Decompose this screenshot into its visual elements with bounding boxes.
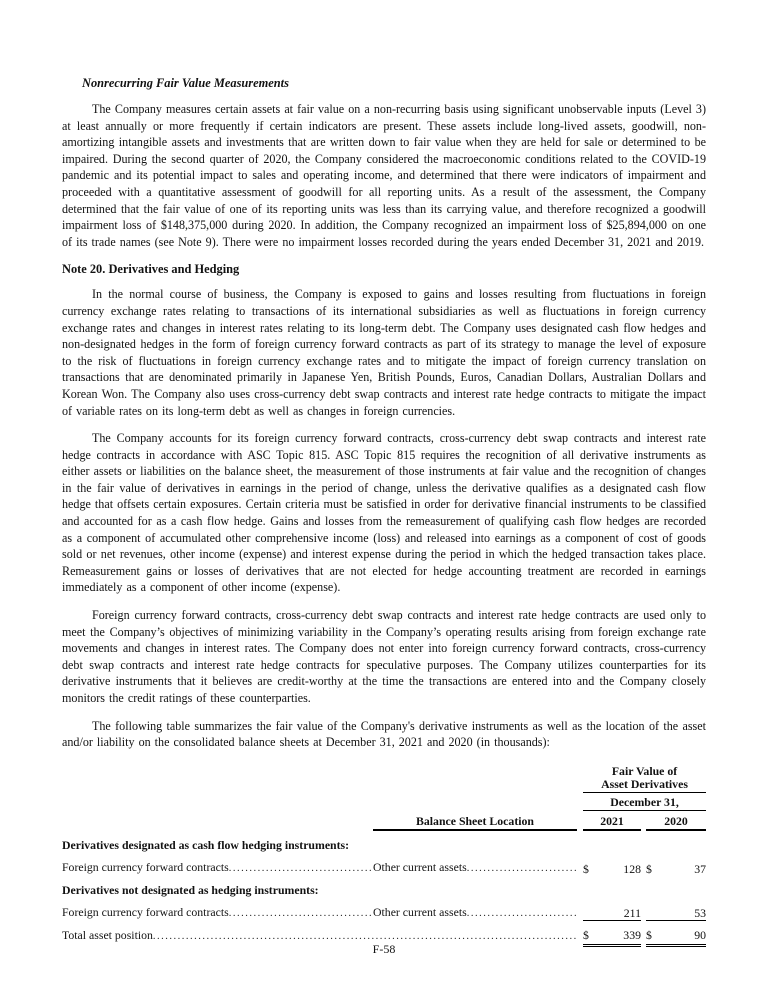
page-number: F-58: [372, 942, 396, 956]
group-header-line1: Fair Value of: [611, 764, 678, 778]
balance-sheet-location: Other current assets: [373, 859, 467, 874]
paragraph-hedge-objectives: Foreign currency forward contracts, cross-currency debt swap contracts and interest rate hedge contracts are used only to meet the Company’s objectives of minimizing variability in the Company’s operating results arising from foreign exchange rate movements and changes in interest rates. The Company does not enter into foreign currency forward contracts, cross-currency debt swap contracts and interest rate hedge contracts for speculative purposes. The Company utilizes counterparties for its derivative instruments that it believes are credit-worthy at the time the transactions are entered into and the Company closely monitors the credit ratings of these counterparties.: [62, 608, 706, 705]
value-2021: 211: [597, 897, 641, 921]
paragraph-nonrecurring-fair-value: The Company measures certain assets at fair value on a non-recurring basis using significant unobservable inputs (Level 3) at least annually or more frequently if certain indicators are present. These assets include long-lived assets, goodwill, non-amortizing intangible assets and investments that are written down to fair value when they are held for sale or determined to be impaired. During the second quarter of 2020, the Company considered the macroeconomic conditions related to the COVID-19 pandemic and its potential impact to sales and operating income, and determined that there were indicators of impairment and proceeded with a quantitative assessment of goodwill for all reporting units. As a result of the assessment, the Company determined that the fair value of one of its reporting units was less than its carrying value, and therefore recognized a goodwill impairment loss of $148,375,000 during 2020. In addition, the Company recognized an impairment loss of $25,894,000 on one of its trade names (see Note 9). There were no impairment losses recorded during the years ended December 31, 2021 and 2019.: [62, 102, 706, 249]
column-header-2020: 2020: [646, 810, 706, 830]
paragraph-asc-815: The Company accounts for its foreign currency forward contracts, cross-currency debt swap contracts and interest rate hedge contracts in accordance with ASC Topic 815. ASC Topic 815 requires the recognition of all derivative instruments as either assets or liabilities on the balance sheet, the measurement of those instruments at fair value and the recognition of changes in the fair value of derivatives in earnings in the period of change, unless the derivative qualifies as a designated cash flow hedge that offsets certain exposures. Certain criteria must be satisfied in order for derivative financial instruments to be classified and accounted for as a cash flow hedge. Gains and losses from the remeasurement of qualifying cash flow hedges are recorded as a component of accumulated other comprehensive income (loss) and released into earnings as a component of cost of goods sold or net revenues, other income (expense) and interest expense during the period in which the hedged transaction takes place. Remeasurement gains or losses of derivatives that are not elected for hedge accounting treatment are recorded in earnings immediately as a component of other income (expense).: [62, 431, 706, 595]
group-header-fair-value-asset-derivatives: [583, 765, 706, 793]
balance-sheet-location: Other current assets: [373, 904, 467, 919]
currency-symbol-2020: [646, 897, 660, 921]
column-header-balance-sheet-location: Balance Sheet Location: [373, 810, 577, 830]
currency-symbol-2020: $: [646, 921, 660, 946]
value-2021: 128: [623, 861, 641, 876]
section-heading-note-20: Note 20. Derivatives and Hedging: [62, 262, 240, 277]
spacer-cell: [62, 765, 583, 793]
balance-sheet-location-cell: [373, 897, 577, 921]
section-label-not-designated: Derivatives not designated as hedging instruments:: [62, 882, 319, 897]
value-2020: 37: [694, 861, 707, 876]
section-heading-nonrecurring-fair-value: Nonrecurring Fair Value Measurements: [82, 76, 289, 90]
section-label-designated: Derivatives designated as cash flow hedging instruments:: [62, 837, 350, 852]
paragraph-table-intro: The following table summarizes the fair value of the Company's derivative instruments as well as the location of the asset and/or liability on the consolidated balance sheets at December 31, 2021 and 2020 (in thousands):: [62, 718, 706, 750]
table-section-row-designated: [62, 830, 706, 852]
derivatives-fair-value-table: [62, 765, 706, 948]
currency-symbol-2021: $: [583, 861, 589, 876]
table-section-row-not-designated: [62, 876, 706, 897]
date-header-december-31: December 31,: [583, 792, 706, 810]
table-row-fcfc-designated: [62, 852, 706, 876]
dot-leader: [229, 860, 373, 876]
currency-symbol-2020: $: [646, 861, 652, 876]
row-label-cell: [62, 897, 373, 921]
row-label: Foreign currency forward contracts: [62, 859, 229, 874]
group-header-line2: Asset Derivatives: [601, 777, 688, 792]
spacer-cell: [62, 810, 373, 830]
spacer-cell: [62, 792, 583, 810]
currency-symbol-2021: $: [583, 921, 597, 946]
table-group-header-row: [62, 765, 706, 793]
paragraph-normal-course: In the normal course of business, the Company is exposed to gains and losses resulting from fluctuations in foreign currency exchange rates relating to transactions of its international subsidiaries as well as fluctuations in foreign currency exchange rates and changes in interest rates relating to its long-term debt. The Company uses designated cash flow hedges and non-designated hedges in the form of foreign currency forward contracts as part of its strategy to manage the level of exposure to the risk of fluctuations in foreign currency exchange rates and to mitigate the impact of foreign currency translation on transactions that are denominated primarily in Japanese Yen, British Pounds, Euros, Canadian Dollars, Australian Dollars and Korean Won. The Company also uses cross-currency debt swap contracts and interest rate hedge contracts to mitigate the impact of variable rates on its long-term debt as well as changes in foreign currencies.: [62, 287, 706, 418]
value-2020: 90: [660, 921, 706, 946]
total-label: Total asset position: [62, 927, 153, 942]
column-header-2021: 2021: [583, 810, 641, 830]
table-column-header-row: [62, 810, 706, 830]
dot-leader: [229, 905, 373, 921]
table-date-header-row: [62, 792, 706, 810]
value-2020: 53: [660, 897, 706, 921]
currency-symbol-2021: [583, 897, 597, 921]
balance-sheet-location-cell: [373, 852, 577, 876]
row-label: Foreign currency forward contracts: [62, 904, 229, 919]
table-row-fcfc-not-designated: [62, 897, 706, 921]
dot-leader: [467, 860, 577, 876]
value-2021: 339: [597, 921, 641, 946]
dot-leader: [467, 905, 577, 921]
page-content: [62, 76, 706, 947]
row-label-cell: [62, 852, 373, 876]
